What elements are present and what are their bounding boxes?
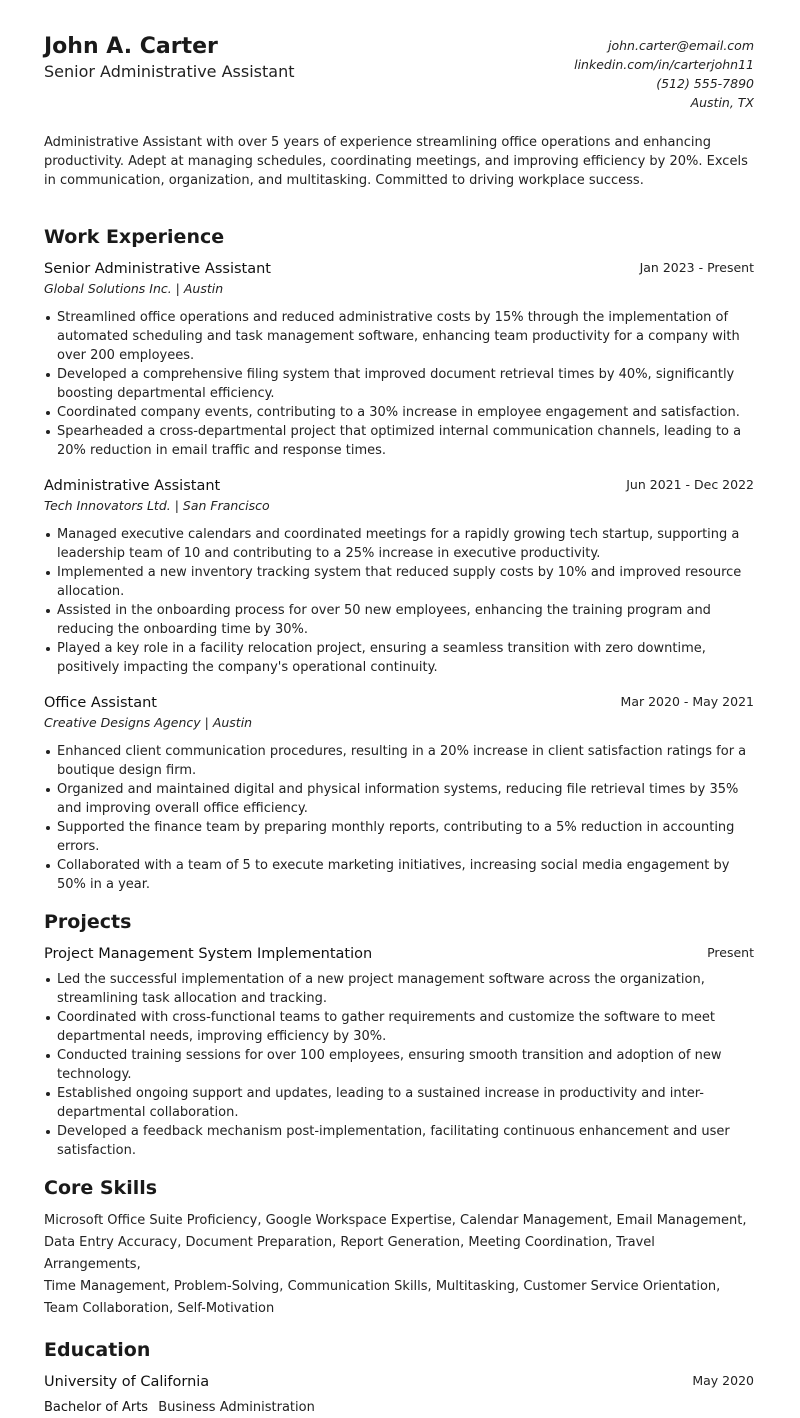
- bullet-item: Enhanced client communication procedures, resulting in a 20% increase in client satisfaction ratings for a boutique design firm.: [44, 742, 754, 780]
- section-title-work: Work Experience: [44, 226, 225, 248]
- skills-line: Team Collaboration, Self-Motivation: [44, 1301, 275, 1316]
- bullet-item: Established ongoing support and updates, leading to a sustained increase in productivity and inter-departmental collaboration.: [44, 1084, 754, 1122]
- candidate-name: John A. Carter: [44, 34, 218, 59]
- skills-line: Time Management, Problem-Solving, Communication Skills, Multitasking, Customer Service Orientation,: [44, 1279, 721, 1294]
- job-role: Office Assistant: [44, 695, 157, 711]
- bullet-item: Played a key role in a facility relocation project, ensuring a seamless transition with zero downtime, positively impacting the company's operational continuity.: [44, 639, 754, 677]
- bullet-item: Managed executive calendars and coordinated meetings for a rapidly growing tech startup, supporting a leadership team of 10 and contributing to a 25% increase in executive productivity.: [44, 525, 754, 563]
- bullet-item: Coordinated company events, contributing to a 30% increase in employee engagement and satisfaction.: [44, 403, 754, 422]
- projects-section: [44, 910, 754, 1160]
- job-role: Administrative Assistant: [44, 478, 221, 494]
- project-entry: [44, 944, 754, 1160]
- job-organization: Creative Designs Agency | Austin: [44, 715, 253, 730]
- section-title-education: Education: [44, 1339, 151, 1361]
- project-bullets: [44, 970, 754, 1160]
- job-organization: Global Solutions Inc. | Austin: [44, 281, 224, 296]
- education-date: May 2020: [692, 1373, 754, 1388]
- contact-location: Austin, TX: [690, 95, 754, 110]
- bullet-item: Developed a comprehensive filing system that improved document retrieval times by 40%, significantly boosting departmental efficiency.: [44, 365, 754, 403]
- education-section: [44, 1338, 754, 1418]
- contact-linkedin[interactable]: linkedin.com/in/carterjohn11: [574, 57, 754, 72]
- bullet-item: Streamlined office operations and reduced administrative costs by 15% through the implementation of automated scheduling and task management software, enhancing team productivity for a company with over 200 employees.: [44, 308, 754, 365]
- summary-paragraph: Administrative Assistant with over 5 years of experience streamlining office operations and enhancing productivity. Adept at managing schedules, coordinating meetings, and improving efficiency by 20%. Excels in communication, organization, and multitasking. Committed to driving workplace success.: [44, 135, 748, 188]
- job-entry: [44, 259, 754, 460]
- section-title-projects: Projects: [44, 911, 132, 933]
- degree-line: [44, 1398, 754, 1418]
- skills-line: Data Entry Accuracy, Document Preparation, Report Generation, Meeting Coordination, Travel Arrangements,: [44, 1235, 655, 1272]
- bullet-item: Implemented a new inventory tracking system that reduced supply costs by 10% and improved resource allocation.: [44, 563, 754, 601]
- job-entry: [44, 476, 754, 677]
- job-date: Mar 2020 - May 2021: [620, 694, 754, 709]
- skills-section: [44, 1176, 754, 1320]
- bullet-item: Conducted training sessions for over 100 employees, ensuring smooth transition and adoption of new technology.: [44, 1046, 754, 1084]
- contact-email[interactable]: john.carter@email.com: [608, 38, 754, 53]
- bullet-item: Spearheaded a cross-departmental project that optimized internal communication channels, leading to a 20% reduction in email traffic and response times.: [44, 422, 754, 460]
- candidate-title: Senior Administrative Assistant: [44, 62, 295, 81]
- skills-list: [44, 1210, 754, 1320]
- project-name: Project Management System Implementation: [44, 946, 373, 962]
- job-role: Senior Administrative Assistant: [44, 261, 271, 277]
- contact-block: [574, 36, 754, 112]
- job-bullets: [44, 525, 754, 677]
- job-bullets: [44, 308, 754, 460]
- job-bullets: [44, 742, 754, 894]
- bullet-item: Assisted in the onboarding process for over 50 new employees, enhancing the training program and reducing the onboarding time by 30%.: [44, 601, 754, 639]
- job-date: Jun 2021 - Dec 2022: [626, 477, 754, 492]
- project-date: Present: [707, 945, 754, 960]
- job-organization: Tech Innovators Ltd. | San Francisco: [44, 498, 270, 513]
- bullet-item: Organized and maintained digital and physical information systems, reducing file retrieval times by 35% and improving overall office efficiency.: [44, 780, 754, 818]
- bullet-item: Led the successful implementation of a new project management software across the organization, streamlining task allocation and tracking.: [44, 970, 754, 1008]
- job-date: Jan 2023 - Present: [639, 260, 754, 275]
- section-title-skills: Core Skills: [44, 1177, 158, 1199]
- bullet-item: Developed a feedback mechanism post-implementation, facilitating continuous enhancement and user satisfaction.: [44, 1122, 754, 1160]
- degree-field: Business Administration: [158, 1400, 315, 1415]
- work-experience-section: [44, 225, 754, 894]
- skills-line: Microsoft Office Suite Proficiency, Google Workspace Expertise, Calendar Management, Email Management,: [44, 1213, 747, 1228]
- resume-header: [44, 0, 754, 130]
- bullet-item: Collaborated with a team of 5 to execute marketing initiatives, increasing social media engagement by 50% in a year.: [44, 856, 754, 894]
- degree-type: Bachelor of Arts: [44, 1400, 149, 1415]
- school-name: University of California: [44, 1374, 210, 1390]
- bullet-item: Coordinated with cross-functional teams to gather requirements and customize the software to meet departmental needs, improving efficiency by 30%.: [44, 1008, 754, 1046]
- job-entry: [44, 693, 754, 894]
- contact-phone: (512) 555-7890: [656, 76, 754, 91]
- bullet-item: Supported the finance team by preparing monthly reports, contributing to a 5% reduction in accounting errors.: [44, 818, 754, 856]
